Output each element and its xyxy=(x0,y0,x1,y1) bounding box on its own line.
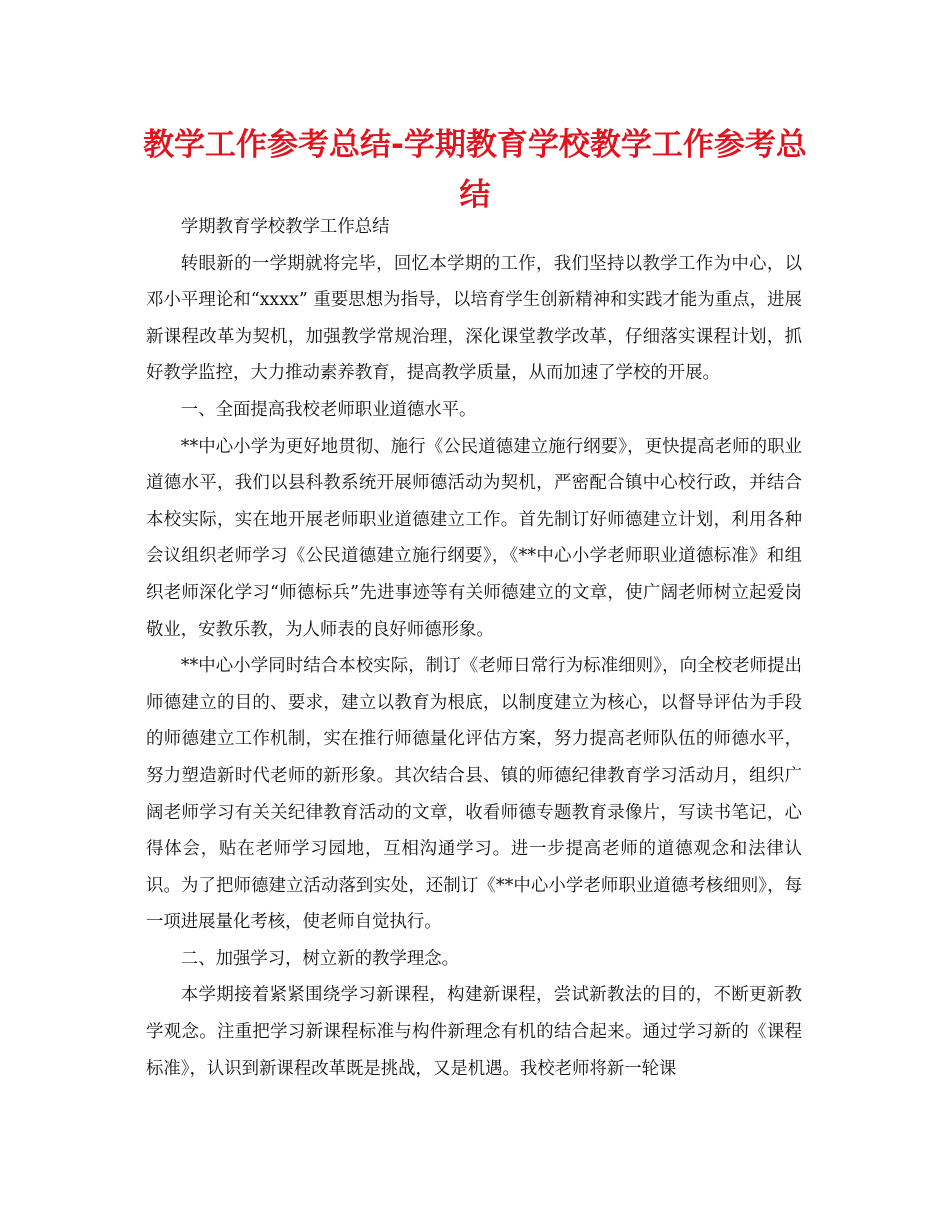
section-heading-1: 一、全面提高我校老师职业道德水平。 xyxy=(180,399,477,420)
body-paragraph: 本学期接着紧紧围绕学习新课程，构建新课程，尝试新教法的目的，不断更新教学观念。注重把学习新课程标准与构件新理念有机的结合起来。通过学习新的《课程标准》，认识到新课程改革既是挑战，又是机遇。我校老师将新一轮课 xyxy=(146,985,802,1079)
document-title: 教学工作参考总结-学期教育学校教学工作参考总结 xyxy=(143,127,807,213)
intro-paragraph: 转眼新的一学期就将完毕，回忆本学期的工作，我们坚持以教学工作为中心，以邓小平理论和“xxxx” 重要思想为指导，以培育学生创新精神和实践才能为重点，进展新课程改革为契机，加强教学常规治理，深化课堂教学改革，仔细落实课程计划，抓好教学监控，大力推动素养教育，提高教学质量，从而加速了学校的开展。 xyxy=(146,253,802,384)
section-heading-2: 二、加强学习，树立新的教学理念。 xyxy=(180,948,460,969)
subtitle-paragraph: 学期教育学校教学工作总结 xyxy=(180,217,390,237)
document-body xyxy=(146,209,802,1087)
body-paragraph: **中心小学为更好地贯彻、施行《公民道德建立施行纲要》，更快提高老师的职业道德水平，我们以县科教系统开展师德活动为契机，严密配合镇中心校行政，并结合本校实际，实在地开展老师职业道德建立工作。首先制订好师德建立计划，利用各种会议组织老师学习《公民道德建立施行纲要》，《**中心小学老师职业道德标准》和组织老师深化学习“师德标兵”先进事迹等有关师德建立的文章，使广阔老师树立起爱岗敬业，安教乐教，为人师表的良好师德形象。 xyxy=(146,436,802,640)
body-paragraph: **中心小学同时结合本校实际，制订《老师日常行为标准细则》，向全校老师提出师德建立的目的、要求，建立以教育为根底，以制度建立为核心，以督导评估为手段的师德建立工作机制，实在推行师德量化评估方案，努力提高老师队伍的师德水平，努力塑造新时代老师的新形象。其次结合县、镇的师德纪律教育学习活动月，组织广阔老师学习有关关纪律教育活动的文章，收看师德专题教育录像片，写读书笔记，心得体会，贴在老师学习园地，互相沟通学习。进一步提高老师的道德观念和法律认识。为了把师德建立活动落到实处，还制订《**中心小学老师职业道德考核细则》，每一项进展量化考核，使老师自觉执行。 xyxy=(146,656,802,933)
